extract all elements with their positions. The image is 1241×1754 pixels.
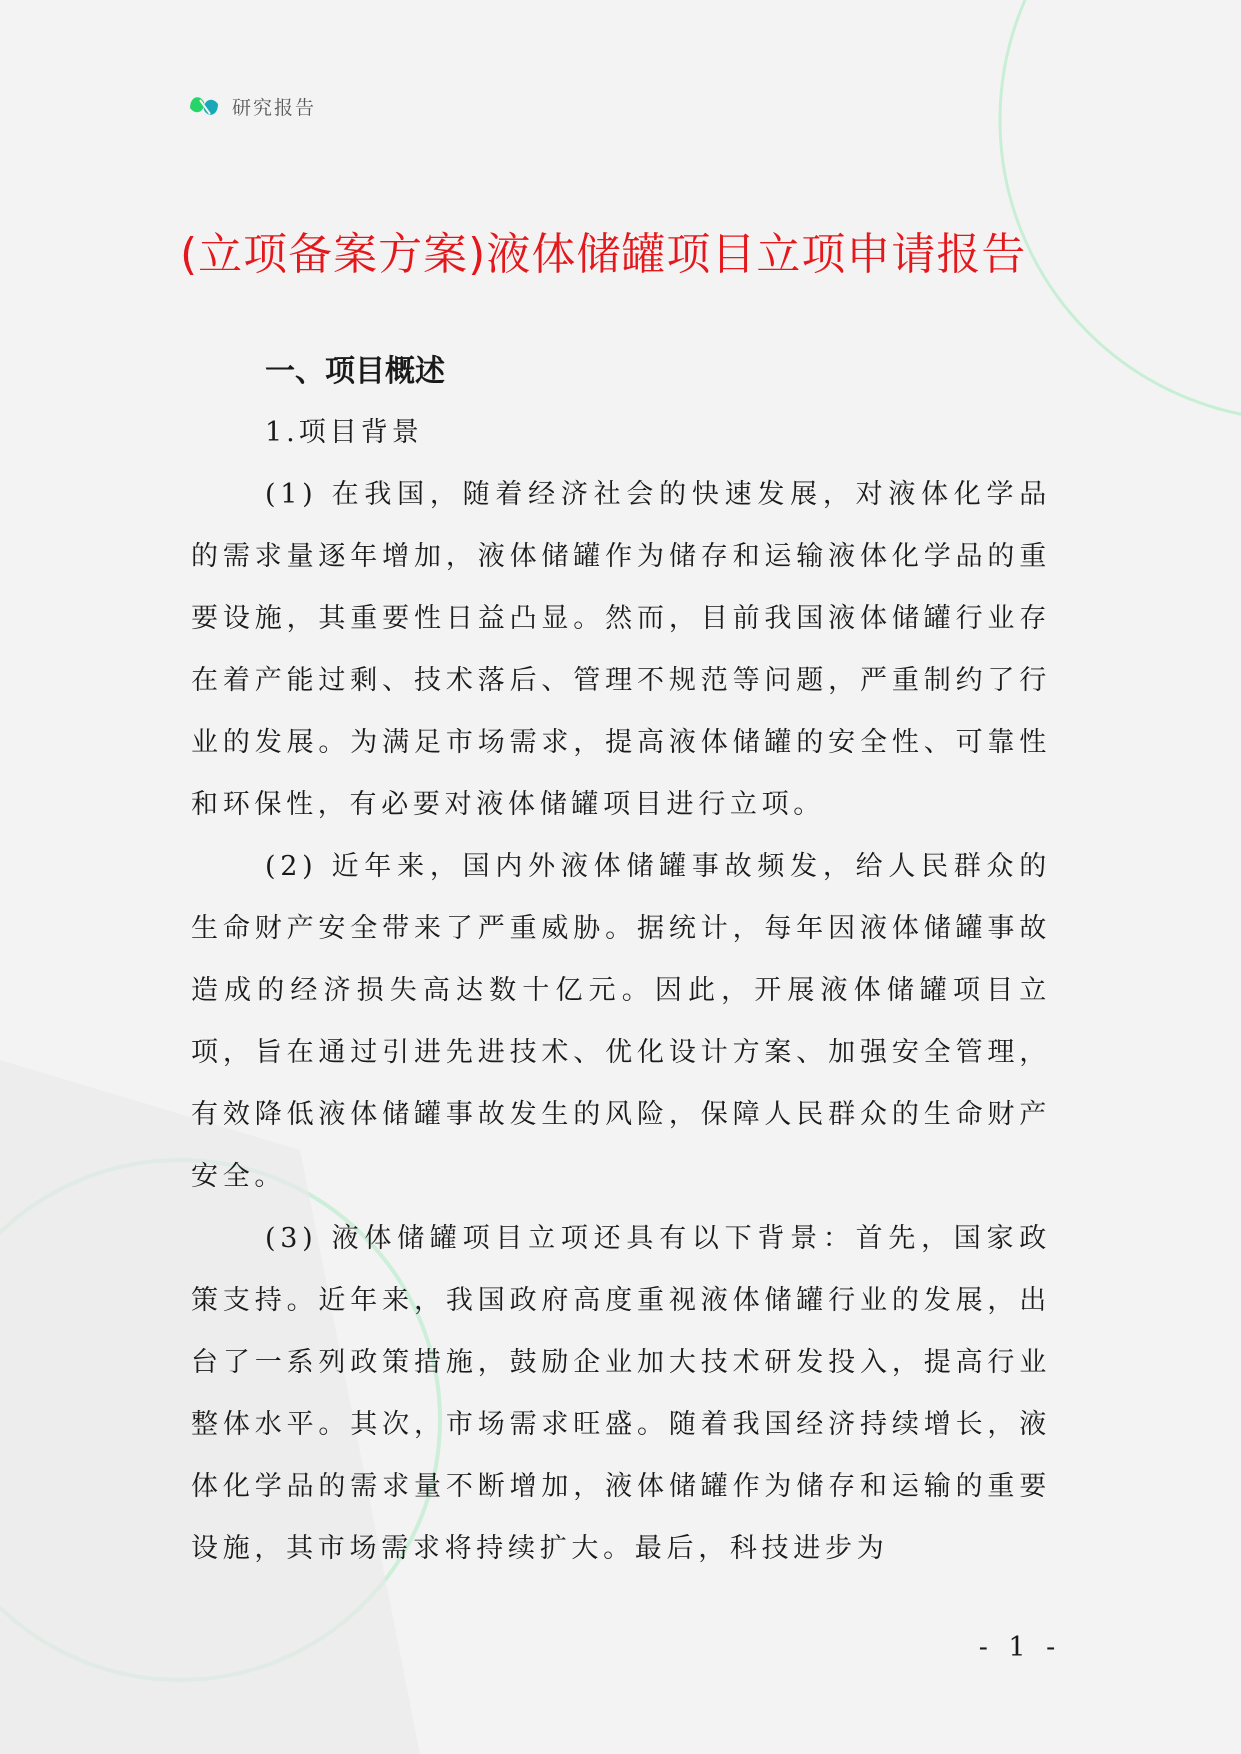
subheading: 1.项目背景 [265,417,423,448]
paragraph-2: (2) 近年来，国内外液体储罐事故频发，给人民群众的生命财产安全带来了严重威胁。据统计，每年因液体储罐事故造成的经济损失高达数十亿元。因此，开展液体储罐项目立项，旨在通过引进先进技术、优化设计方案、加强安全管理，有效降低液体储罐事故发生的风险，保障人民群众的生命财产安全。 [191,851,1051,1192]
report-header [186,88,316,124]
paragraph-3: (3) 液体储罐项目立项还具有以下背景：首先，国家政策支持。近年来，我国政府高度重视液体储罐行业的发展，出台了一系列政策措施，鼓励企业加大技术研发投入，提高行业整体水平。其次，市场需求旺盛。随着我国经济持续增长，液体化学品的需求量不断增加，液体储罐作为储存和运输的重要设施，其市场需求将持续扩大。最后，科技进步为 [191,1223,1051,1564]
document-body [191,350,1051,1580]
paragraph-1: (1) 在我国，随着经济社会的快速发展，对液体化学品的需求量逐年增加，液体储罐作为储存和运输液体化学品的重要设施，其重要性日益凸显。然而，目前我国液体储罐行业存在着产能过剩、技术落后、管理不规范等问题，严重制约了行业的发展。为满足市场需求，提高液体储罐的安全性、可靠性和环保性，有必要对液体储罐项目进行立项。 [191,479,1051,820]
page-number: - 1 - [978,1632,1062,1663]
leaf-logo-icon [186,88,222,124]
section-heading: 一、项目概述 [265,354,445,389]
document-title: (立项备案方案)液体储罐项目立项申请报告 [180,229,1027,280]
header-label: 研究报告 [232,96,317,119]
